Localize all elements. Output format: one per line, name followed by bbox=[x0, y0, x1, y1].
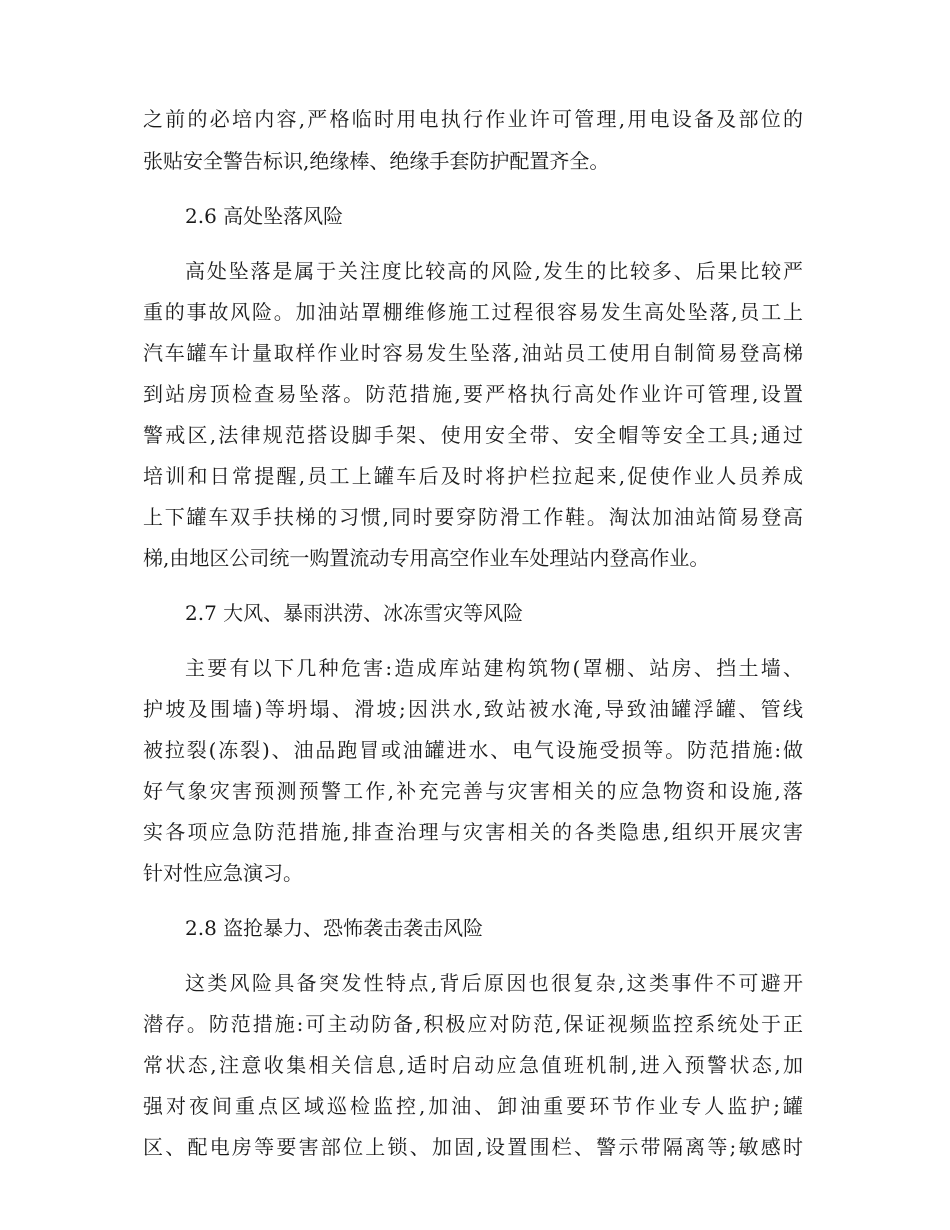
paragraph-line: 区、配电房等要害部位上锁、加固,设置围栏、警示带隔离等;敏感时 bbox=[143, 1135, 803, 1159]
section-heading-2-7: 2.7 大风、暴雨洪涝、冰冻雪灾等风险 bbox=[185, 601, 524, 625]
section-heading-2-8: 2.8 盗抢暴力、恐怖袭击袭击风险 bbox=[185, 916, 484, 940]
paragraph-line: 高处坠落是属于关注度比较高的风险,发生的比较多、后果比较严 bbox=[185, 259, 803, 283]
paragraph-line: 潜存。防范措施:可主动防备,积极应对防范,保证视频监控系统处于正 bbox=[143, 1012, 803, 1036]
paragraph-line: 到站房顶检查易坠落。防范措施,要严格执行高处作业许可管理,设置 bbox=[143, 382, 803, 406]
paragraph-line: 梯,由地区公司统一购置流动专用高空作业车处理站内登高作业。 bbox=[143, 546, 710, 570]
paragraph-line: 汽车罐车计量取样作业时容易发生坠落,油站员工使用自制简易登高梯 bbox=[143, 341, 803, 365]
paragraph-line: 常状态,注意收集相关信息,适时启动应急值班机制,进入预警状态,加 bbox=[143, 1053, 803, 1077]
paragraph-line: 针对性应急演习。 bbox=[143, 861, 303, 885]
paragraph-line: 之前的必培内容,严格临时用电执行作业许可管理,用电设备及部位的 bbox=[143, 107, 803, 131]
paragraph-line: 张贴安全警告标识,绝缘棒、绝缘手套防护配置齐全。 bbox=[143, 149, 610, 173]
paragraph-line: 这类风险具备突发性特点,背后原因也很复杂,这类事件不可避开 bbox=[185, 971, 803, 995]
paragraph-line: 重的事故风险。加油站罩棚维修施工过程很容易发生高处坠落,员工上 bbox=[143, 300, 803, 324]
paragraph-line: 警戒区,法律规范搭设脚手架、使用安全带、安全帽等安全工具;通过 bbox=[143, 423, 803, 447]
paragraph-line: 主要有以下几种危害:造成库站建构筑物(罩棚、站房、挡土墙、 bbox=[185, 656, 803, 680]
section-heading-2-6: 2.6 高处坠落风险 bbox=[185, 204, 344, 228]
paragraph-line: 培训和日常提醒,员工上罐车后及时将护栏拉起来,促使作业人员养成 bbox=[143, 464, 803, 488]
paragraph-line: 上下罐车双手扶梯的习惯,同时要穿防滑工作鞋。淘汰加油站简易登高 bbox=[143, 505, 803, 529]
paragraph-line: 强对夜间重点区域巡检监控,加油、卸油重要环节作业专人监护;罐 bbox=[143, 1094, 803, 1118]
paragraph-line: 护坡及围墙)等坍塌、滑坡;因洪水,致站被水淹,导致油罐浮罐、管线 bbox=[143, 697, 803, 721]
paragraph-line: 好气象灾害预测预警工作,补充完善与灾害相关的应急物资和设施,落 bbox=[143, 779, 803, 803]
paragraph-line: 实各项应急防范措施,排查治理与灾害相关的各类隐患,组织开展灾害 bbox=[143, 820, 803, 844]
paragraph-line: 被拉裂(冻裂)、油品跑冒或油罐进水、电气设施受损等。防范措施:做 bbox=[143, 738, 803, 762]
